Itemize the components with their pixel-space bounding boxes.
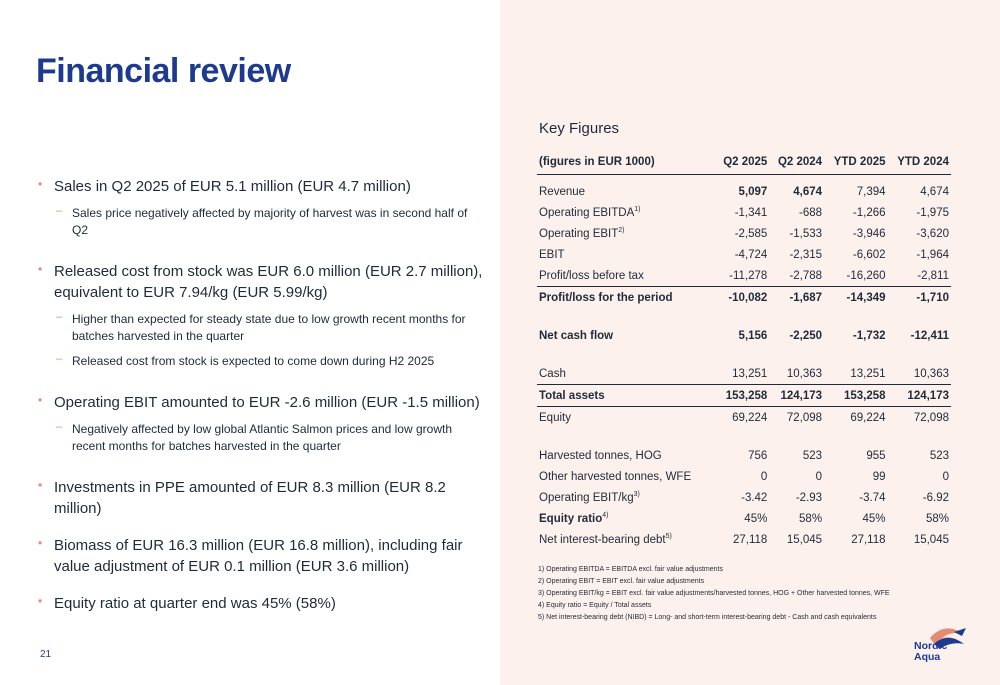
footnote-ref: 4) bbox=[602, 512, 609, 520]
column-header: YTD 2024 bbox=[897, 156, 949, 168]
bullet-text: Investments in PPE amounted of EUR 8.3 million (EUR 8.2 million) bbox=[54, 479, 446, 517]
value-cell: -11,278 bbox=[729, 269, 768, 282]
column-header: YTD 2025 bbox=[833, 156, 886, 168]
value-cell: 153,258 bbox=[715, 385, 770, 407]
bullet-item bbox=[36, 593, 486, 614]
bullet-text: Released cost from stock was EUR 6.0 million (EUR 2.7 million), equivalent to EUR 7.94/kg (EUR 5.99/kg) bbox=[54, 263, 483, 301]
row-label-cell bbox=[537, 508, 715, 529]
row-label-cell bbox=[537, 529, 715, 550]
row-label: EBIT bbox=[539, 248, 565, 261]
key-figures-title: Key Figures bbox=[539, 120, 620, 137]
value-cell: 0 bbox=[760, 470, 768, 483]
value-cell: 0 bbox=[815, 470, 823, 483]
value-cell: -2,788 bbox=[789, 269, 823, 282]
value-cell: 153,258 bbox=[824, 385, 887, 407]
value-cell: -16,260 bbox=[846, 269, 886, 282]
value-cell: 27,118 bbox=[851, 533, 886, 546]
row-label-cell bbox=[537, 223, 715, 244]
row-label-cell bbox=[537, 445, 715, 466]
bullet-list bbox=[36, 176, 486, 630]
footnote-ref: 3) bbox=[633, 491, 640, 499]
row-label: Harvested tonnes, HOG bbox=[539, 449, 662, 462]
dash-icon: – bbox=[56, 205, 63, 217]
footnote-ref: 2) bbox=[618, 227, 625, 235]
spacer-cell bbox=[537, 346, 951, 363]
value-cell: -1,975 bbox=[916, 206, 949, 219]
value-cell: 69,224 bbox=[850, 411, 886, 424]
value-cell: 5,097 bbox=[738, 185, 768, 198]
row-label-cell bbox=[537, 363, 715, 385]
row-label-cell bbox=[537, 181, 715, 202]
value-cell: 45% bbox=[744, 512, 768, 525]
footnote: 2) Operating EBIT = EBIT excl. fair value adjustments bbox=[538, 578, 705, 585]
bullet-dot-icon: • bbox=[38, 177, 43, 191]
logo-line-1: Nordic bbox=[914, 640, 948, 652]
bullet-dot-icon: • bbox=[38, 262, 43, 276]
row-label: Equity ratio bbox=[539, 512, 603, 525]
table-header-row bbox=[537, 150, 951, 175]
value-cell: 58% bbox=[799, 512, 823, 525]
sub-bullet-text: Released cost from stock is expected to come down during H2 2025 bbox=[72, 354, 435, 368]
value-cell: -688 bbox=[799, 206, 823, 219]
table-row bbox=[537, 181, 951, 202]
value-cell: 27,118 bbox=[733, 533, 768, 546]
row-label-cell bbox=[537, 244, 715, 265]
bullet-dot-icon: • bbox=[38, 478, 43, 492]
row-label-cell bbox=[537, 287, 715, 309]
value-cell: 0 bbox=[942, 470, 949, 483]
bullet-item bbox=[36, 392, 486, 455]
table-row bbox=[537, 529, 951, 550]
value-cell: -2,315 bbox=[789, 248, 823, 261]
dash-icon: – bbox=[56, 311, 63, 323]
row-label: Profit/loss before tax bbox=[539, 269, 644, 282]
value-cell: 124,173 bbox=[888, 385, 951, 407]
value-cell: -1,964 bbox=[916, 248, 949, 261]
value-cell: -14,349 bbox=[824, 287, 887, 309]
sub-bullet-item bbox=[54, 353, 486, 370]
row-label: Operating EBIT/kg bbox=[539, 491, 634, 504]
table-row bbox=[537, 244, 951, 265]
logo-line-2: Aqua bbox=[914, 651, 941, 663]
table-row bbox=[537, 265, 951, 287]
footnote: 4) Equity ratio = Equity / Total assets bbox=[538, 602, 652, 609]
row-label: Operating EBIT bbox=[539, 227, 619, 240]
sub-bullet-text: Higher than expected for steady state due to low growth recent months for batches harvested in the quarter bbox=[72, 312, 466, 343]
row-label: Total assets bbox=[539, 389, 605, 402]
row-label-cell bbox=[537, 202, 715, 223]
row-label: Revenue bbox=[539, 185, 586, 198]
table-row bbox=[537, 487, 951, 508]
bullet-dot-icon: • bbox=[38, 594, 43, 608]
table-row bbox=[537, 385, 951, 407]
row-label: Net cash flow bbox=[539, 329, 614, 342]
bullet-item bbox=[36, 477, 486, 519]
company-logo bbox=[914, 641, 947, 663]
value-cell: 4,674 bbox=[920, 185, 949, 198]
spacer-cell bbox=[537, 308, 951, 325]
column-header: (figures in EUR 1000) bbox=[539, 156, 655, 168]
bullet-dot-icon: • bbox=[38, 536, 43, 550]
sub-bullet-item bbox=[54, 205, 486, 239]
bullet-text: Biomass of EUR 16.3 million (EUR 16.8 million), including fair value adjustment of EUR 0.1 million (EUR 3.6 million) bbox=[54, 537, 463, 575]
row-label-cell bbox=[537, 466, 715, 487]
sub-bullet-item bbox=[54, 311, 486, 345]
value-cell: 58% bbox=[925, 512, 949, 525]
value-cell: -2,250 bbox=[789, 329, 823, 342]
value-cell: 72,098 bbox=[786, 411, 823, 424]
sub-bullet-item bbox=[54, 421, 486, 455]
row-label-cell bbox=[537, 325, 715, 346]
row-label: Other harvested tonnes, WFE bbox=[539, 470, 692, 483]
sub-bullet-text: Sales price negatively affected by majority of harvest was in second half of Q2 bbox=[72, 206, 468, 237]
value-cell: -2,585 bbox=[734, 227, 768, 240]
bullet-text: Equity ratio at quarter end was 45% (58%) bbox=[54, 595, 336, 612]
value-cell: 756 bbox=[748, 449, 768, 462]
value-cell: -4,724 bbox=[734, 248, 768, 261]
value-cell: 15,045 bbox=[913, 533, 949, 546]
table-row bbox=[537, 445, 951, 466]
value-cell: 13,251 bbox=[850, 367, 886, 380]
footnote: 3) Operating EBIT/kg = EBIT excl. fair value adjustments/harvested tonnes, HOG + Other harvested tonnes, WFE bbox=[538, 590, 890, 597]
row-label-cell bbox=[537, 487, 715, 508]
footnote: 1) Operating EBITDA = EBITDA excl. fair value adjustments bbox=[538, 566, 723, 573]
page-title: Financial review bbox=[36, 52, 291, 90]
value-cell: -1,533 bbox=[789, 227, 823, 240]
table-row bbox=[537, 407, 951, 429]
value-cell: 124,173 bbox=[769, 385, 824, 407]
column-header: Q2 2024 bbox=[777, 156, 823, 168]
value-cell: -12,411 bbox=[910, 329, 949, 342]
value-cell: 523 bbox=[802, 449, 823, 462]
bullet-item bbox=[36, 176, 486, 239]
value-cell: 955 bbox=[866, 449, 886, 462]
value-cell: 15,045 bbox=[786, 533, 823, 546]
value-cell: -3.42 bbox=[741, 491, 768, 504]
footnotes bbox=[538, 564, 938, 624]
value-cell: -1,687 bbox=[769, 287, 824, 309]
value-cell: 523 bbox=[929, 449, 949, 462]
value-cell: -1,710 bbox=[888, 287, 951, 309]
value-cell: -3.74 bbox=[859, 491, 886, 504]
page-number: 21 bbox=[40, 649, 52, 660]
value-cell: -3,620 bbox=[916, 227, 949, 240]
table-row bbox=[537, 363, 951, 385]
value-cell: 72,098 bbox=[913, 411, 949, 424]
value-cell: -3,946 bbox=[852, 227, 886, 240]
dash-icon: – bbox=[56, 353, 63, 365]
value-cell: -6.92 bbox=[922, 491, 949, 504]
table-row bbox=[537, 466, 951, 487]
value-cell: -2,811 bbox=[917, 269, 949, 282]
table-row bbox=[537, 223, 951, 244]
value-cell: 13,251 bbox=[732, 367, 768, 380]
value-cell: 5,156 bbox=[738, 329, 768, 342]
value-cell: 99 bbox=[872, 470, 886, 483]
value-cell: 10,363 bbox=[786, 367, 823, 380]
table-row bbox=[537, 508, 951, 529]
footnote: 5) Net interest-bearing debt (NIBD) = Long- and short-term interest-bearing debt - Cash and cash equivalents bbox=[538, 614, 877, 621]
key-figures-table bbox=[537, 150, 951, 550]
bullet-item bbox=[36, 261, 486, 370]
sub-bullet-text: Negatively affected by low global Atlantic Salmon prices and low growth recent months for batches harvested in the quarter bbox=[72, 422, 452, 453]
table-spacer bbox=[537, 428, 951, 445]
row-label: Cash bbox=[539, 367, 566, 380]
table-row bbox=[537, 287, 951, 309]
row-label-cell bbox=[537, 265, 715, 287]
footnote-ref: 5) bbox=[665, 533, 672, 541]
value-cell: 4,674 bbox=[793, 185, 823, 198]
table-row bbox=[537, 325, 951, 346]
column-header: Q2 2025 bbox=[723, 156, 768, 168]
bullet-text: Sales in Q2 2025 of EUR 5.1 million (EUR 4.7 million) bbox=[54, 178, 411, 195]
value-cell: 10,363 bbox=[913, 367, 949, 380]
value-cell: 45% bbox=[862, 512, 886, 525]
spacer-cell bbox=[537, 428, 951, 445]
row-label: Equity bbox=[539, 411, 571, 424]
dash-icon: – bbox=[56, 421, 63, 433]
row-label-cell bbox=[537, 407, 715, 429]
value-cell: -1,266 bbox=[852, 206, 886, 219]
value-cell: -1,341 bbox=[734, 206, 768, 219]
bullet-item bbox=[36, 535, 486, 577]
row-label: Profit/loss for the period bbox=[539, 291, 673, 304]
value-cell: -6,602 bbox=[852, 248, 886, 261]
row-label: Operating EBITDA bbox=[539, 206, 635, 219]
table-row bbox=[537, 202, 951, 223]
value-cell: -2.93 bbox=[795, 491, 823, 504]
row-label: Net interest-bearing debt bbox=[539, 533, 666, 546]
value-cell: 7,394 bbox=[856, 185, 886, 198]
bullet-text: Operating EBIT amounted to EUR -2.6 million (EUR -1.5 million) bbox=[54, 394, 480, 411]
footnote-ref: 1) bbox=[634, 206, 641, 214]
bullet-dot-icon: • bbox=[38, 393, 43, 407]
value-cell: -10,082 bbox=[715, 287, 770, 309]
value-cell: 69,224 bbox=[732, 411, 768, 424]
table-spacer bbox=[537, 308, 951, 325]
row-label-cell bbox=[537, 385, 715, 407]
value-cell: -1,732 bbox=[852, 329, 886, 342]
table-spacer bbox=[537, 346, 951, 363]
